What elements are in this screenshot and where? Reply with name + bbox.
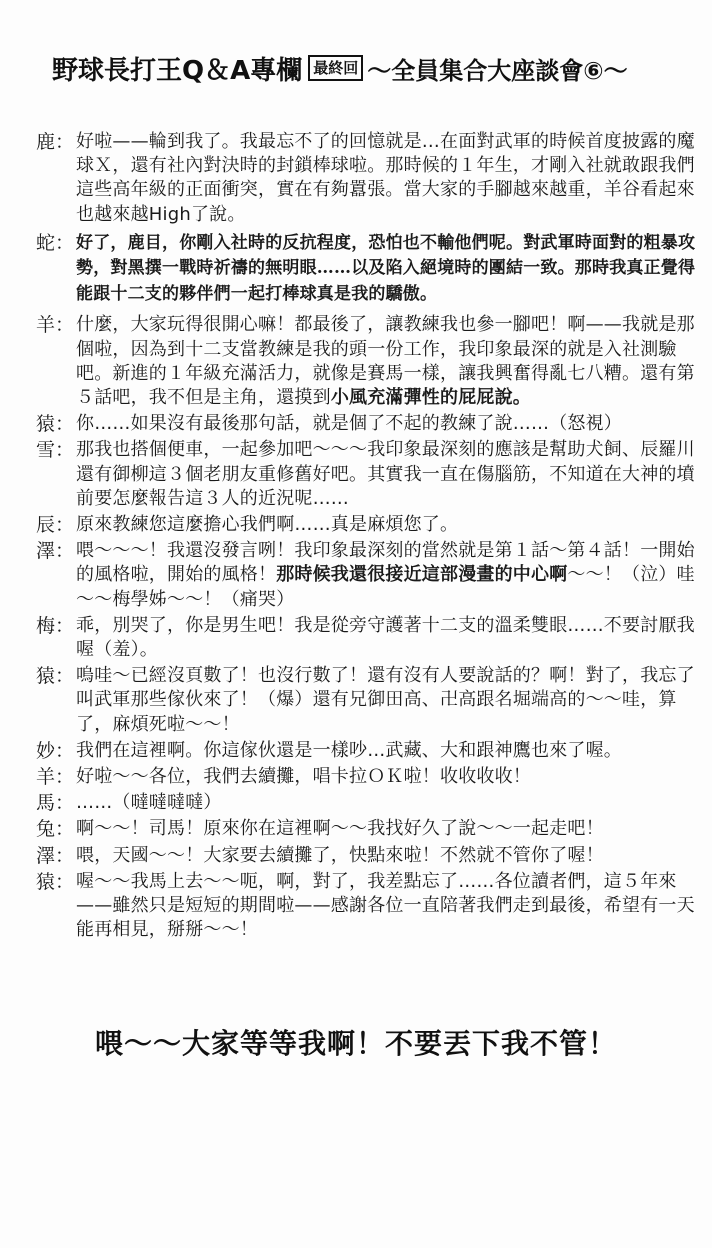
speech-bold-text: 小風充滿彈性的屁屁說。 (330, 386, 532, 408)
dialogue-line (36, 791, 706, 815)
title-text: 野球長打王Q＆A專欄 (52, 55, 303, 86)
speaker-label: 雪： (36, 439, 75, 462)
speech-text: 喔～～我馬上去～～呃，啊，對了，我差點忘了……各位讀者們，這５年來——雖然只是短短的期間啦——感謝各位一直陪著我們走到最後，希望有一天能再相見，掰掰～～！ (76, 870, 695, 941)
speaker-label: 澤： (36, 540, 75, 563)
dialogue-line (36, 614, 706, 662)
speech-content (76, 313, 706, 410)
dialogue-line (36, 844, 706, 868)
speech-text: 原來教練您這麼擔心我們啊……真是麻煩您了。 (76, 513, 459, 535)
dialogue-line (36, 438, 706, 511)
speech-bold-text: 那時候我還很接近這部漫畫的中心啊 (276, 564, 568, 586)
speech-text: 喂～～～！我還沒發言咧！我印象最深刻的當然就是第１話～第４話！一開始的風格啦，開始的風格！ (76, 540, 695, 586)
speech-content (76, 539, 706, 612)
dialogue-line (36, 739, 706, 763)
speaker-label: 兔： (36, 818, 75, 841)
dialogue-line (36, 412, 706, 436)
speaker-label: 鹿： (36, 131, 75, 153)
speech-text: 好啦～～各位，我們去續攤，唱卡拉ＯＫ啦！收收收收！ (76, 765, 531, 787)
speaker-label: 妙： (36, 739, 75, 762)
speech-text: ……（噠噠噠噠） (76, 792, 222, 814)
speaker-label: 梅： (36, 614, 75, 637)
final-episode-badge: 最終回 (308, 55, 363, 81)
speech-text: 我們在這裡啊。你這傢伙還是一樣吵…武藏、大和跟神鷹也來了喔。 (76, 739, 622, 761)
speech-text: 好啦——輪到我了。我最忘不了的回憶就是…在面對武軍的時候首度披露的魔球Ｘ，還有社內對決時的封鎖棒球啦。那時候的１年生，才剛入社就敢跟我們這些高年級的正面衝突，實在有夠囂張。當大家的手腳越來越重，羊谷看起來也越來越High了說。 (76, 131, 695, 225)
dialogue-line (36, 313, 706, 410)
speaker-label: 澤： (36, 844, 75, 867)
dialogue-line (36, 817, 706, 841)
speaker-label: 猿： (36, 413, 75, 436)
dialogue-list (36, 130, 706, 944)
column-title (52, 46, 692, 90)
speech-text-continued: ～～！（泣）哇～～梅學姊～～！（痛哭） (76, 564, 695, 610)
speaker-label: 羊： (36, 314, 75, 337)
dialogue-line (36, 870, 706, 943)
speech-text: 什麼，大家玩得很開心嘛！都最後了，讓教練我也參一腳吧！啊——我就是那個啦，因為到十二支當教練是我的頭一份工作，我印象最深的就是入社測驗吧。新進的１年級充滿活力，就像是賽馬一樣，讓我興奮得亂七八糟。還有第５話吧，我不但是主角，還摸到 (76, 314, 695, 408)
speech-text: 喂，天國～～！大家要去續攤了，快點來啦！不然就不管你了喔！ (76, 844, 604, 866)
dialogue-line (36, 539, 706, 612)
speaker-label: 猿： (36, 870, 75, 893)
dialogue-line (36, 231, 706, 308)
dialogue-line (36, 513, 706, 537)
speaker-label: 辰： (36, 513, 75, 536)
title-subtitle: ～全員集合大座談會⑥～ (367, 56, 628, 85)
speech-text: 嗚哇～已經沒頁數了！也沒行數了！還有沒有人要說話的？啊！對了，我忘了叫武軍那些傢伙來了！（爆）還有兄御田高、卍高跟名堀端高的～～哇，算了，麻煩死啦～～！ (76, 665, 695, 735)
speaker-label: 蛇： (36, 231, 75, 254)
speech-text: 好了，鹿目，你剛入社時的反抗程度，恐怕也不輸他們呢。對武軍時面對的粗暴攻勢，對黑撰一戰時祈禱的無明眼……以及陷入絕境時的團結一致。那時我真正覺得能跟十二支的夥伴們一起打棒球真是我的驕傲。 (76, 232, 696, 304)
dialogue-line (36, 664, 706, 737)
speech-text: 啊～～！司馬！原來你在這裡啊～～我找好久了說～～一起走吧！ (76, 818, 604, 840)
dialogue-line (36, 130, 706, 227)
speaker-label: 羊： (36, 765, 75, 788)
speaker-label: 猿： (36, 665, 75, 688)
speaker-label: 馬： (36, 792, 75, 815)
speech-text: 你……如果沒有最後那句話，就是個了不起的教練了說……（怒視） (76, 413, 622, 435)
speech-text: 那我也搭個便車，一起參加吧～～～我印象最深刻的應該是幫助犬飼、辰羅川還有御柳這３個老朋友重修舊好吧。其實我一直在傷腦筋，不知道在大神的墳前要怎麼報告這３人的近況呢…… (76, 439, 695, 509)
speech-text: 乖，別哭了，你是男生吧！我是從旁守護著十二支的溫柔雙眼……不要討厭我喔（羞）。 (76, 614, 695, 660)
closing-line: 喂～～大家等等我啊！不要丟下我不管！ (94, 1027, 617, 1060)
dialogue-line (36, 765, 706, 789)
